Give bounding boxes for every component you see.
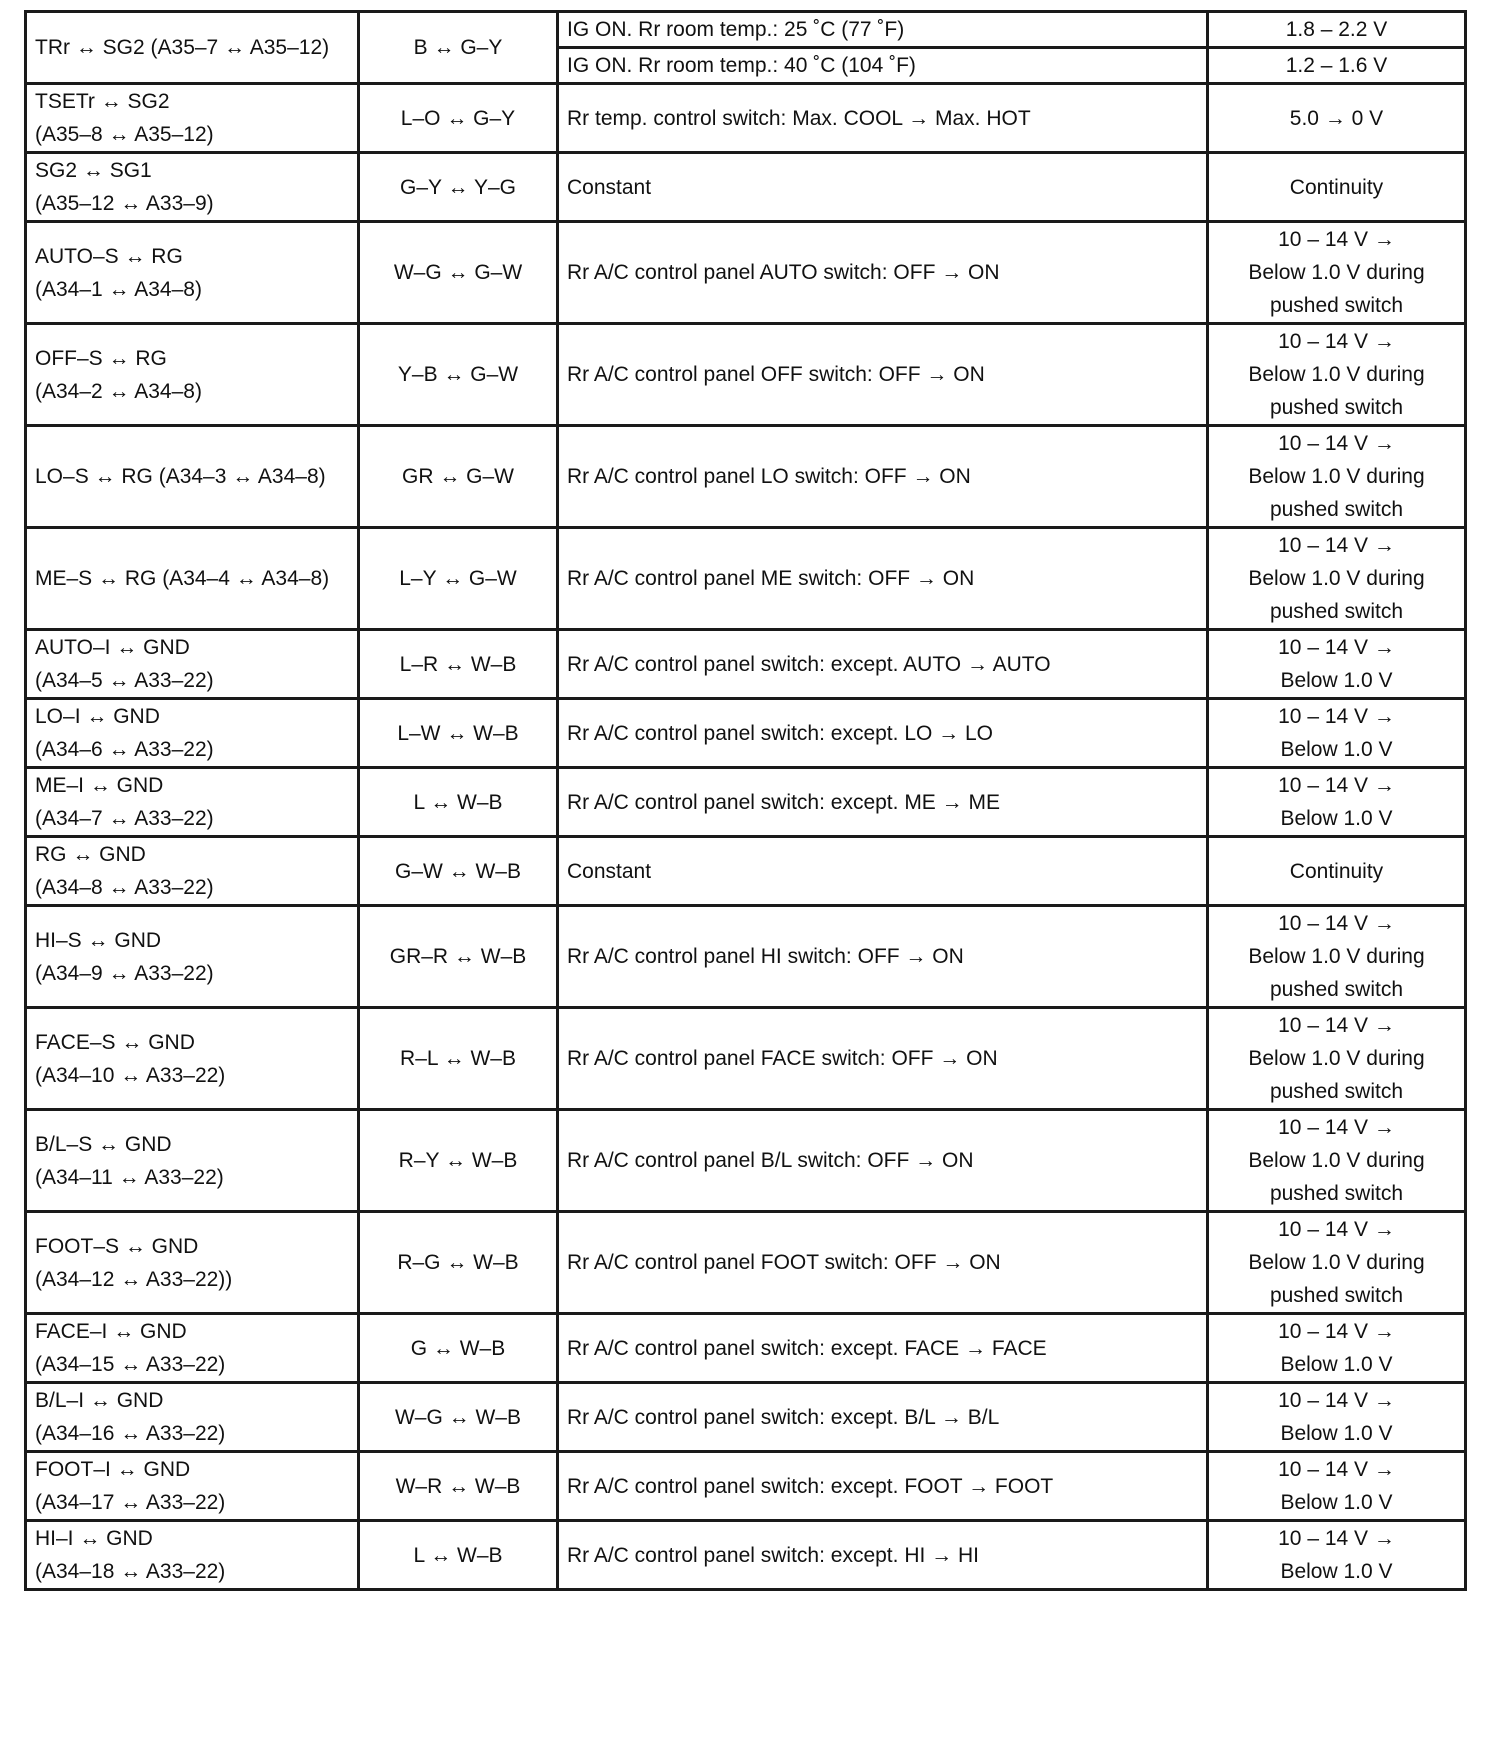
table-row bbox=[26, 906, 1466, 1008]
specified-condition-cell bbox=[1208, 1008, 1466, 1110]
specified-condition-cell bbox=[1208, 222, 1466, 324]
condition-cell: Rr A/C control panel switch: except. B/L → B/L bbox=[558, 1383, 1208, 1452]
specified-condition-cell bbox=[1208, 699, 1466, 768]
spec-value: 10 – 14 V → bbox=[1278, 330, 1395, 353]
terminal-cell bbox=[26, 153, 359, 222]
spec-value: Below 1.0 V during bbox=[1248, 1047, 1425, 1070]
spec-value: pushed switch bbox=[1269, 294, 1404, 317]
table-row bbox=[26, 324, 1466, 426]
terminal-label: (A35–8 ↔ A35–12) bbox=[35, 123, 214, 146]
terminal-label: SG2 ↔ SG1 bbox=[35, 159, 152, 182]
terminal-cell bbox=[26, 426, 359, 528]
terminal-label: ME–I ↔ GND bbox=[35, 774, 164, 797]
terminal-label: FOOT–S ↔ GND bbox=[35, 1234, 199, 1258]
condition-cell: Rr A/C control panel switch: except. FACE → FACE bbox=[558, 1314, 1208, 1383]
terminal-label: ME–S ↔ RG (A34–4 ↔ A34–8) bbox=[35, 567, 330, 590]
terminal-cell bbox=[26, 1212, 359, 1314]
table-row bbox=[26, 837, 1466, 906]
spec-value: 10 – 14 V → bbox=[1278, 1389, 1395, 1412]
terminal-label: FACE–S ↔ GND bbox=[35, 1030, 195, 1054]
spec-value: 10 – 14 V → bbox=[1278, 432, 1395, 455]
terminal-label: TSETr ↔ SG2 bbox=[35, 90, 170, 113]
condition-cell: Rr A/C control panel LO switch: OFF → ON bbox=[558, 426, 1208, 528]
condition-cell: IG ON. Rr room temp.: 40 ˚C (104 ˚F) bbox=[558, 48, 1208, 84]
specified-condition-cell bbox=[1208, 1110, 1466, 1212]
condition-cell: Rr A/C control panel ME switch: OFF → ON bbox=[558, 528, 1208, 630]
spec-value: 10 – 14 V → bbox=[1278, 636, 1395, 659]
spec-value: Continuity bbox=[1289, 175, 1384, 199]
condition-cell: Rr A/C control panel switch: except. AUTO → AUTO bbox=[558, 630, 1208, 699]
condition-cell: Rr A/C control panel OFF switch: OFF → ON bbox=[558, 324, 1208, 426]
terminal-cell bbox=[26, 528, 359, 630]
spec-value: 10 – 14 V → bbox=[1278, 228, 1395, 251]
specified-condition-cell bbox=[1208, 528, 1466, 630]
spec-value: pushed switch bbox=[1269, 396, 1404, 419]
specified-condition-cell bbox=[1208, 630, 1466, 699]
spec-value: 10 – 14 V → bbox=[1278, 1218, 1395, 1241]
wiring-color-cell: R–Y ↔ W–B bbox=[359, 1110, 558, 1212]
terminal-cell bbox=[26, 1314, 359, 1383]
spec-value: Below 1.0 V during bbox=[1248, 1149, 1425, 1172]
condition-cell: Constant bbox=[558, 837, 1208, 906]
spec-value: pushed switch bbox=[1269, 1284, 1404, 1307]
condition-cell: Rr A/C control panel FOOT switch: OFF → ON bbox=[558, 1212, 1208, 1314]
spec-value: 10 – 14 V → bbox=[1278, 1014, 1395, 1037]
condition-cell: Rr A/C control panel HI switch: OFF → ON bbox=[558, 906, 1208, 1008]
specified-condition-cell bbox=[1208, 837, 1466, 906]
spec-value: 1.8 – 2.2 V bbox=[1285, 18, 1388, 41]
spec-value: 10 – 14 V → bbox=[1278, 1116, 1395, 1139]
terminal-label: (A34–10 ↔ A33–22) bbox=[35, 1063, 226, 1087]
table-row bbox=[26, 528, 1466, 630]
spec-value: 5.0 → 0 V bbox=[1289, 106, 1384, 130]
condition-cell: IG ON. Rr room temp.: 25 ˚C (77 ˚F) bbox=[558, 12, 1208, 48]
specified-condition-cell bbox=[1208, 768, 1466, 837]
wiring-color-cell: W–G ↔ W–B bbox=[359, 1383, 558, 1452]
table-row bbox=[26, 153, 1466, 222]
wiring-color-cell: L ↔ W–B bbox=[359, 1521, 558, 1590]
terminal-label: (A34–8 ↔ A33–22) bbox=[35, 876, 214, 899]
terminal-label: FOOT–I ↔ GND bbox=[35, 1458, 191, 1481]
terminal-label: (A34–1 ↔ A34–8) bbox=[35, 277, 202, 301]
condition-cell: Rr A/C control panel switch: except. FOOT → FOOT bbox=[558, 1452, 1208, 1521]
wiring-color-cell: L ↔ W–B bbox=[359, 768, 558, 837]
table-row bbox=[26, 12, 1466, 48]
condition-cell: Constant bbox=[558, 153, 1208, 222]
terminal-cell bbox=[26, 1521, 359, 1590]
terminal-label: FACE–I ↔ GND bbox=[35, 1320, 187, 1343]
spec-value: 10 – 14 V → bbox=[1278, 774, 1395, 797]
spec-value: Below 1.0 V during bbox=[1248, 1251, 1425, 1274]
terminal-cell bbox=[26, 768, 359, 837]
specified-condition-cell bbox=[1208, 1452, 1466, 1521]
table-row bbox=[26, 1383, 1466, 1452]
terminal-label: AUTO–S ↔ RG bbox=[35, 244, 183, 268]
spec-value: Below 1.0 V during bbox=[1248, 945, 1425, 968]
specified-condition-cell bbox=[1208, 324, 1466, 426]
spec-value: Below 1.0 V during bbox=[1248, 363, 1425, 386]
wiring-color-cell: Y–B ↔ G–W bbox=[359, 324, 558, 426]
table-row bbox=[26, 1521, 1466, 1590]
spec-value: Below 1.0 V bbox=[1280, 1353, 1393, 1376]
specified-condition-cell bbox=[1208, 1383, 1466, 1452]
spec-value: Below 1.0 V bbox=[1280, 738, 1393, 761]
terminal-cell bbox=[26, 324, 359, 426]
specified-condition-cell bbox=[1208, 1521, 1466, 1590]
table-row bbox=[26, 1008, 1466, 1110]
spec-value: Below 1.0 V bbox=[1280, 669, 1393, 692]
spec-value: pushed switch bbox=[1269, 1182, 1404, 1205]
terminal-label: AUTO–I ↔ GND bbox=[35, 636, 190, 659]
terminal-cell bbox=[26, 1008, 359, 1110]
spec-value: Below 1.0 V during bbox=[1248, 567, 1425, 590]
condition-cell: Rr A/C control panel B/L switch: OFF → ON bbox=[558, 1110, 1208, 1212]
table-row bbox=[26, 222, 1466, 324]
terminal-label: (A34–5 ↔ A33–22) bbox=[35, 669, 214, 692]
spec-value: 10 – 14 V → bbox=[1278, 534, 1395, 557]
spec-value: pushed switch bbox=[1269, 498, 1404, 521]
condition-cell: Rr A/C control panel switch: except. HI → HI bbox=[558, 1521, 1208, 1590]
condition-cell: Rr temp. control switch: Max. COOL → Max. HOT bbox=[558, 84, 1208, 153]
terminal-label: (A34–11 ↔ A33–22) bbox=[35, 1165, 224, 1189]
terminal-label: LO–S ↔ RG (A34–3 ↔ A34–8) bbox=[35, 465, 326, 488]
terminal-cell bbox=[26, 630, 359, 699]
wiring-color-cell: GR ↔ G–W bbox=[359, 426, 558, 528]
table-row bbox=[26, 1314, 1466, 1383]
terminal-label: (A34–9 ↔ A33–22) bbox=[35, 961, 214, 985]
condition-cell: Rr A/C control panel switch: except. LO → LO bbox=[558, 699, 1208, 768]
spec-value: 10 – 14 V → bbox=[1278, 1320, 1395, 1343]
terminal-label: TRr ↔ SG2 (A35–7 ↔ A35–12) bbox=[35, 36, 330, 59]
terminal-cell bbox=[26, 84, 359, 153]
table-row bbox=[26, 630, 1466, 699]
terminal-cell bbox=[26, 222, 359, 324]
spec-value: Below 1.0 V bbox=[1280, 1491, 1393, 1514]
wiring-color-cell: GR–R ↔ W–B bbox=[359, 906, 558, 1008]
specified-condition-cell bbox=[1208, 906, 1466, 1008]
spec-value: Below 1.0 V during bbox=[1248, 261, 1425, 284]
terminal-label: (A34–17 ↔ A33–22) bbox=[35, 1491, 226, 1514]
wiring-color-cell: G–W ↔ W–B bbox=[359, 837, 558, 906]
table-row bbox=[26, 768, 1466, 837]
specified-condition-cell bbox=[1208, 48, 1466, 84]
spec-value: 10 – 14 V → bbox=[1278, 1458, 1395, 1481]
terminal-cell bbox=[26, 1383, 359, 1452]
terminal-label: (A34–6 ↔ A33–22) bbox=[35, 738, 214, 761]
spec-value: Below 1.0 V bbox=[1280, 1422, 1393, 1445]
wiring-color-cell: G–Y ↔ Y–G bbox=[359, 153, 558, 222]
terminal-label: HI–I ↔ GND bbox=[35, 1527, 153, 1550]
terminal-spec-table-body bbox=[26, 12, 1466, 1590]
spec-value: 10 – 14 V → bbox=[1278, 705, 1395, 728]
specified-condition-cell bbox=[1208, 153, 1466, 222]
terminal-label: HI–S ↔ GND bbox=[35, 928, 162, 952]
wiring-color-cell: R–G ↔ W–B bbox=[359, 1212, 558, 1314]
table-row bbox=[26, 699, 1466, 768]
terminal-cell bbox=[26, 699, 359, 768]
specified-condition-cell bbox=[1208, 1314, 1466, 1383]
terminal-inspection-sheet bbox=[24, 10, 1464, 1591]
condition-cell: Rr A/C control panel AUTO switch: OFF → ON bbox=[558, 222, 1208, 324]
terminal-label: OFF–S ↔ RG bbox=[35, 346, 167, 370]
spec-value: 10 – 14 V → bbox=[1278, 1527, 1395, 1550]
terminal-label: RG ↔ GND bbox=[35, 843, 146, 866]
terminal-label: B/L–I ↔ GND bbox=[35, 1389, 164, 1412]
wiring-color-cell: G ↔ W–B bbox=[359, 1314, 558, 1383]
table-row bbox=[26, 1110, 1466, 1212]
spec-value: Below 1.0 V bbox=[1280, 1560, 1393, 1583]
terminal-cell bbox=[26, 1452, 359, 1521]
wiring-color-cell: B ↔ G–Y bbox=[359, 12, 558, 84]
terminal-cell bbox=[26, 12, 359, 84]
terminal-label: (A34–12 ↔ A33–22)) bbox=[35, 1267, 233, 1291]
wiring-color-cell: L–R ↔ W–B bbox=[359, 630, 558, 699]
terminal-label: (A34–15 ↔ A33–22) bbox=[35, 1353, 226, 1376]
table-row bbox=[26, 1452, 1466, 1521]
wiring-color-cell: R–L ↔ W–B bbox=[359, 1008, 558, 1110]
table-row bbox=[26, 1212, 1466, 1314]
specified-condition-cell bbox=[1208, 426, 1466, 528]
specified-condition-cell bbox=[1208, 12, 1466, 48]
spec-value: pushed switch bbox=[1269, 978, 1404, 1001]
table-row bbox=[26, 84, 1466, 153]
terminal-label: (A35–12 ↔ A33–9) bbox=[35, 192, 214, 215]
wiring-color-cell: W–G ↔ G–W bbox=[359, 222, 558, 324]
wiring-color-cell: L–Y ↔ G–W bbox=[359, 528, 558, 630]
condition-cell: Rr A/C control panel FACE switch: OFF → ON bbox=[558, 1008, 1208, 1110]
wiring-color-cell: L–W ↔ W–B bbox=[359, 699, 558, 768]
spec-value: Below 1.0 V during bbox=[1248, 465, 1425, 488]
spec-value: 1.2 – 1.6 V bbox=[1285, 54, 1388, 77]
terminal-cell bbox=[26, 1110, 359, 1212]
terminal-label: (A34–18 ↔ A33–22) bbox=[35, 1560, 226, 1583]
specified-condition-cell bbox=[1208, 84, 1466, 153]
terminal-label: (A34–7 ↔ A33–22) bbox=[35, 807, 214, 830]
wiring-color-cell: L–O ↔ G–Y bbox=[359, 84, 558, 153]
spec-value: Below 1.0 V bbox=[1280, 807, 1393, 830]
terminal-spec-table bbox=[24, 10, 1467, 1591]
wiring-color-cell: W–R ↔ W–B bbox=[359, 1452, 558, 1521]
terminal-cell bbox=[26, 906, 359, 1008]
spec-value: Continuity bbox=[1289, 859, 1384, 883]
table-row bbox=[26, 426, 1466, 528]
terminal-label: (A34–2 ↔ A34–8) bbox=[35, 379, 202, 403]
spec-value: pushed switch bbox=[1269, 1080, 1404, 1103]
spec-value: 10 – 14 V → bbox=[1278, 912, 1395, 935]
terminal-label: B/L–S ↔ GND bbox=[35, 1132, 172, 1156]
specified-condition-cell bbox=[1208, 1212, 1466, 1314]
condition-cell: Rr A/C control panel switch: except. ME → ME bbox=[558, 768, 1208, 837]
terminal-label: LO–I ↔ GND bbox=[35, 705, 160, 728]
terminal-label: (A34–16 ↔ A33–22) bbox=[35, 1422, 226, 1445]
spec-value: pushed switch bbox=[1269, 600, 1404, 623]
terminal-cell bbox=[26, 837, 359, 906]
